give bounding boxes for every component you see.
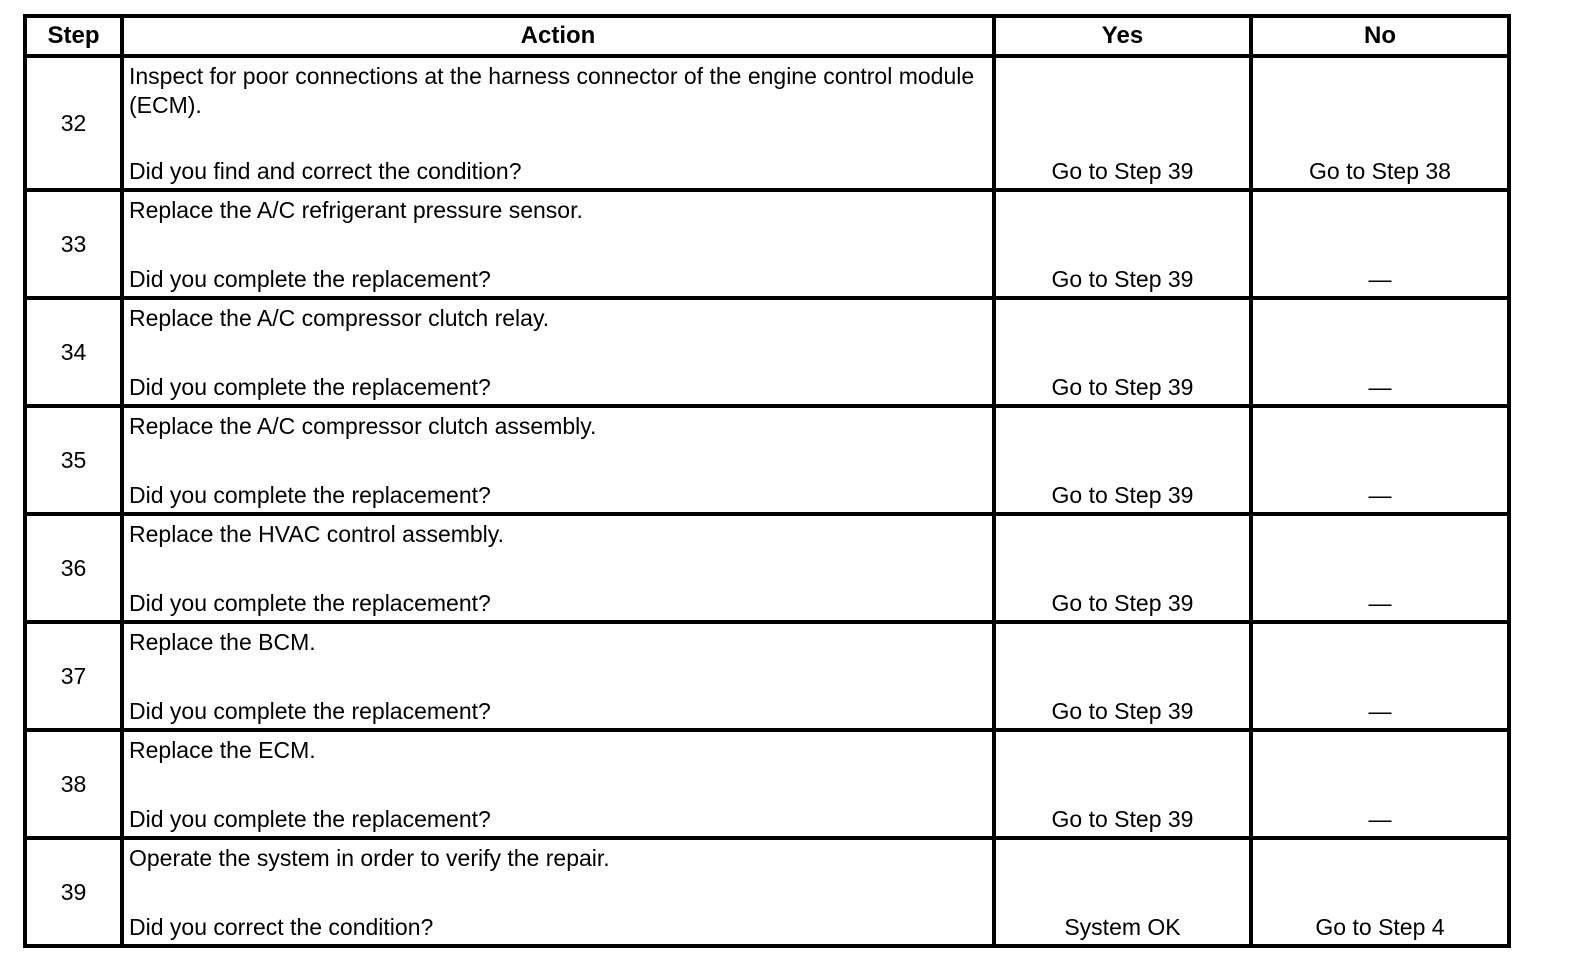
no-answer: — bbox=[1368, 806, 1392, 832]
yes-cell bbox=[994, 406, 1251, 514]
yes-cell bbox=[994, 190, 1251, 298]
step-number: 34 bbox=[25, 298, 122, 406]
action-instruction: Replace the A/C compressor clutch relay. bbox=[129, 305, 550, 331]
action-cell bbox=[122, 514, 994, 622]
step-number: 37 bbox=[25, 622, 122, 730]
no-answer: Go to Step 38 bbox=[1309, 158, 1451, 184]
yes-cell bbox=[994, 622, 1251, 730]
table-row bbox=[25, 190, 1509, 298]
yes-answer: Go to Step 39 bbox=[1051, 266, 1194, 292]
no-answer: Go to Step 4 bbox=[1315, 914, 1445, 940]
yes-cell bbox=[994, 298, 1251, 406]
yes-answer: Go to Step 39 bbox=[1051, 482, 1194, 508]
action-cell bbox=[122, 190, 994, 298]
no-cell bbox=[1251, 56, 1509, 190]
action-question: Did you find and correct the condition? bbox=[129, 158, 522, 184]
action-cell bbox=[122, 730, 994, 838]
table-row bbox=[25, 730, 1509, 838]
action-cell bbox=[122, 56, 994, 190]
action-instruction: Replace the HVAC control assembly. bbox=[129, 521, 504, 547]
step-number: 32 bbox=[25, 56, 122, 190]
header-row bbox=[25, 16, 1509, 56]
action-cell bbox=[122, 838, 994, 946]
no-answer: — bbox=[1368, 266, 1392, 292]
header-no: No bbox=[1251, 16, 1509, 56]
header-yes: Yes bbox=[994, 16, 1251, 56]
action-instruction: Inspect for poor connections at the harness connector of the engine control module (ECM). bbox=[129, 63, 975, 118]
step-number: 36 bbox=[25, 514, 122, 622]
no-cell bbox=[1251, 622, 1509, 730]
no-cell bbox=[1251, 190, 1509, 298]
yes-cell bbox=[994, 838, 1251, 946]
yes-cell bbox=[994, 730, 1251, 838]
header-step: Step bbox=[25, 16, 122, 56]
action-question: Did you complete the replacement? bbox=[129, 698, 491, 724]
action-instruction: Replace the A/C compressor clutch assembly. bbox=[129, 413, 597, 439]
action-instruction: Operate the system in order to verify the repair. bbox=[129, 845, 610, 871]
no-answer: — bbox=[1368, 482, 1392, 508]
yes-answer: System OK bbox=[1064, 914, 1181, 940]
header-action: Action bbox=[122, 16, 994, 56]
step-number: 35 bbox=[25, 406, 122, 514]
action-cell bbox=[122, 406, 994, 514]
diagnostic-table bbox=[23, 14, 1511, 948]
action-question: Did you complete the replacement? bbox=[129, 590, 491, 616]
action-question: Did you complete the replacement? bbox=[129, 806, 491, 832]
no-cell bbox=[1251, 514, 1509, 622]
no-answer: — bbox=[1368, 698, 1392, 724]
action-question: Did you complete the replacement? bbox=[129, 266, 491, 292]
no-cell bbox=[1251, 838, 1509, 946]
no-answer: — bbox=[1368, 590, 1392, 616]
step-number: 33 bbox=[25, 190, 122, 298]
no-cell bbox=[1251, 298, 1509, 406]
table-row bbox=[25, 298, 1509, 406]
action-cell bbox=[122, 298, 994, 406]
yes-answer: Go to Step 39 bbox=[1051, 806, 1194, 832]
table-row bbox=[25, 514, 1509, 622]
action-question: Did you complete the replacement? bbox=[129, 374, 491, 400]
action-cell bbox=[122, 622, 994, 730]
no-cell bbox=[1251, 730, 1509, 838]
action-instruction: Replace the A/C refrigerant pressure sensor. bbox=[129, 197, 583, 223]
yes-cell bbox=[994, 514, 1251, 622]
step-number: 38 bbox=[25, 730, 122, 838]
step-number: 39 bbox=[25, 838, 122, 946]
yes-answer: Go to Step 39 bbox=[1051, 158, 1194, 184]
table-row bbox=[25, 56, 1509, 190]
no-answer: — bbox=[1368, 374, 1392, 400]
yes-answer: Go to Step 39 bbox=[1051, 374, 1194, 400]
table-row bbox=[25, 622, 1509, 730]
action-question: Did you complete the replacement? bbox=[129, 482, 491, 508]
table-row bbox=[25, 406, 1509, 514]
yes-answer: Go to Step 39 bbox=[1051, 590, 1194, 616]
yes-answer: Go to Step 39 bbox=[1051, 698, 1194, 724]
no-cell bbox=[1251, 406, 1509, 514]
action-instruction: Replace the BCM. bbox=[129, 629, 316, 655]
yes-cell bbox=[994, 56, 1251, 190]
action-instruction: Replace the ECM. bbox=[129, 737, 316, 763]
action-question: Did you correct the condition? bbox=[129, 914, 434, 940]
table-row bbox=[25, 838, 1509, 946]
